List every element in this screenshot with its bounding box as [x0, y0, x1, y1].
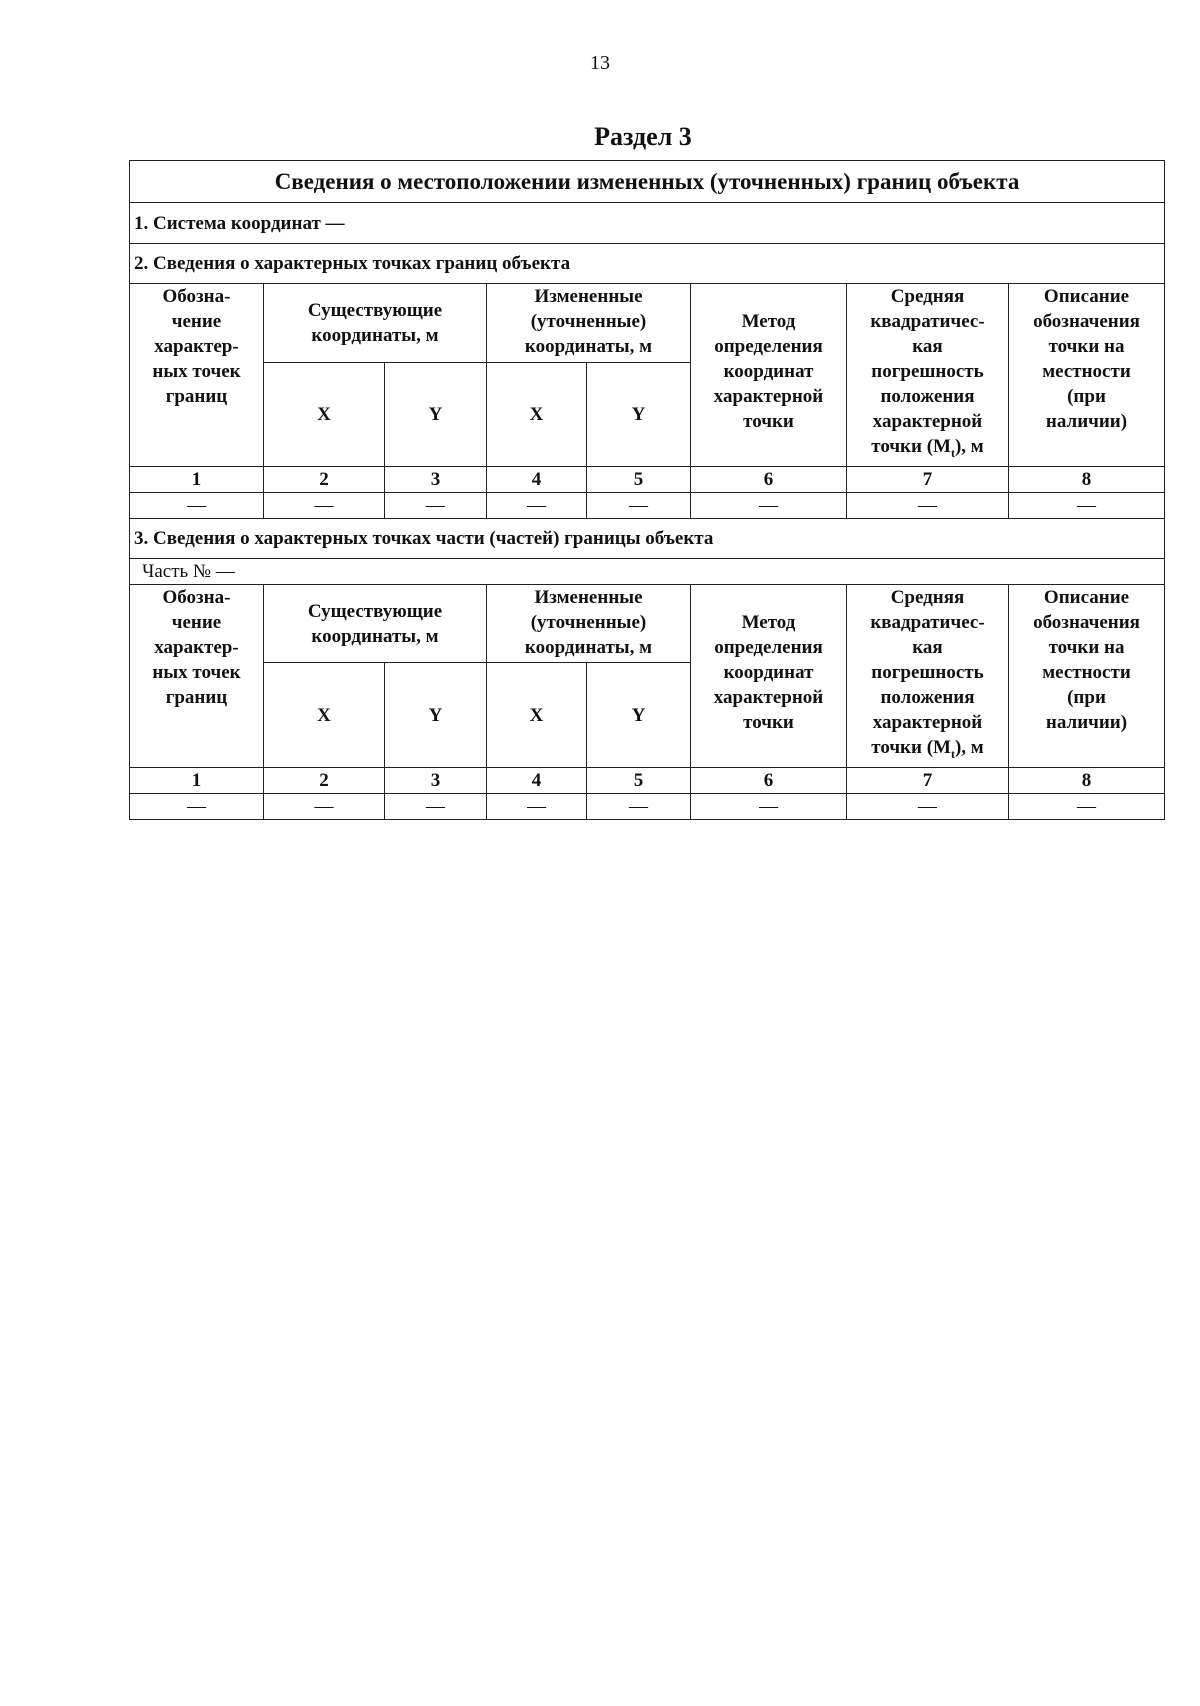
header-changed-coordinates: Измененные (уточненные) координаты, м — [487, 584, 691, 663]
empty-cell: — — [264, 793, 385, 819]
column-number: 7 — [847, 466, 1009, 492]
header-changed-coordinates: Измененные (уточненные) координаты, м — [487, 284, 691, 363]
header-point-designation: Обозна- чение характер- ных точек границ — [130, 284, 264, 467]
table-row — [130, 492, 1165, 518]
empty-cell: — — [847, 793, 1009, 819]
column-number: 6 — [691, 767, 847, 793]
table-title: Сведения о местоположении измененных (уточненных) границ объекта — [130, 161, 1165, 203]
column-number: 1 — [130, 767, 264, 793]
header-x-existing: X — [264, 362, 385, 466]
empty-cell: — — [587, 793, 691, 819]
header-existing-coordinates: Существующие координаты, м — [264, 284, 487, 363]
empty-cell: — — [691, 492, 847, 518]
column-number: 2 — [264, 466, 385, 492]
empty-cell: — — [1009, 793, 1165, 819]
empty-cell: — — [130, 793, 264, 819]
empty-cell: — — [130, 492, 264, 518]
column-number: 2 — [264, 767, 385, 793]
section-title: Раздел 3 — [594, 122, 692, 151]
table-row — [130, 793, 1165, 819]
header-description: Описание обозначения точки на местности (при наличии) — [1009, 584, 1165, 767]
column-number: 8 — [1009, 767, 1165, 793]
column-number: 7 — [847, 767, 1009, 793]
column-number: 1 — [130, 466, 264, 492]
column-numbers-row — [130, 767, 1165, 793]
header-method: Метод определения координат характерной точки — [691, 284, 847, 467]
empty-cell: — — [385, 793, 487, 819]
empty-cell: — — [487, 492, 587, 518]
column-number: 3 — [385, 466, 487, 492]
header-y-changed: Y — [587, 362, 691, 466]
column-number: 3 — [385, 767, 487, 793]
column-number: 4 — [487, 767, 587, 793]
header-x-changed: X — [487, 663, 587, 767]
header-point-designation: Обозна- чение характер- ных точек границ — [130, 584, 264, 767]
header-error: Средняя квадратичес- кая погрешность положения характерной точки $(M_t)$, м — [847, 584, 1009, 767]
empty-cell: — — [847, 492, 1009, 518]
empty-cell: — — [587, 492, 691, 518]
empty-cell: — — [487, 793, 587, 819]
header-y-existing: Y — [385, 663, 487, 767]
header-x-existing: X — [264, 663, 385, 767]
boundary-table — [129, 160, 1165, 820]
column-number: 8 — [1009, 466, 1165, 492]
header-y-existing: Y — [385, 362, 487, 466]
header-description: Описание обозначения точки на местности (при наличии) — [1009, 284, 1165, 467]
empty-cell: — — [691, 793, 847, 819]
coordinate-system: 1. Система координат — — [130, 203, 1165, 244]
page-number: 13 — [590, 52, 610, 74]
header-y-changed: Y — [587, 663, 691, 767]
empty-cell: — — [264, 492, 385, 518]
empty-cell: — — [1009, 492, 1165, 518]
empty-cell: — — [385, 492, 487, 518]
column-number: 6 — [691, 466, 847, 492]
header-method: Метод определения координат характерной точки — [691, 584, 847, 767]
header-error: Средняя квадратичес- кая погрешность положения характерной точки $(M_t)$, м — [847, 284, 1009, 467]
boundary-points-heading: 2. Сведения о характерных точках границ объекта — [130, 244, 1165, 284]
part-points-heading: 3. Сведения о характерных точках части (частей) границы объекта — [130, 518, 1165, 558]
part-number: Часть № — — [130, 558, 1165, 584]
column-number: 4 — [487, 466, 587, 492]
header-existing-coordinates: Существующие координаты, м — [264, 584, 487, 663]
column-numbers-row — [130, 466, 1165, 492]
header-x-changed: X — [487, 362, 587, 466]
column-number: 5 — [587, 767, 691, 793]
column-number: 5 — [587, 466, 691, 492]
